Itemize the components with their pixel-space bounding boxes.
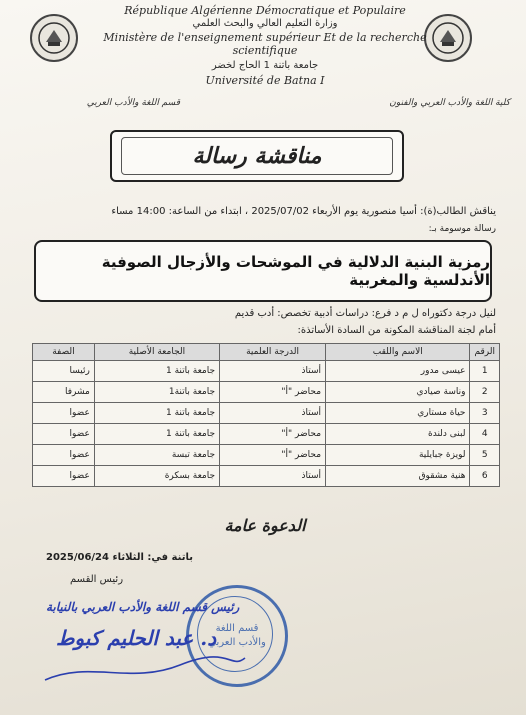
cell-name: هنية مشقوق (326, 466, 470, 487)
document-title: مناقشة رسالة (121, 137, 393, 175)
table-row (33, 466, 500, 487)
header-role: الصفة (33, 344, 95, 361)
ministry-name-fr: Ministère de l'enseignement supérieur Et de la recherche scientifique (103, 31, 427, 57)
table-header-row (33, 344, 500, 361)
header-name: الاسم واللقب (326, 344, 470, 361)
cell-grade: أستاذ (220, 466, 326, 487)
cell-university: جامعة بسكرة (94, 466, 219, 487)
jury-table (32, 343, 500, 487)
faculty-name: كلية اللغة والأدب العربي والفنون (389, 98, 510, 108)
cell-grade: محاضر "أ" (220, 382, 326, 403)
header-university: الجامعة الأصلية (94, 344, 219, 361)
cell-name: لويزة جبايلية (326, 445, 470, 466)
cell-university: جامعة باتنة1 (94, 382, 219, 403)
cell-role: عضوا (33, 445, 95, 466)
cell-university: جامعة باتنة 1 (94, 424, 219, 445)
cell-university: جامعة باتنة 1 (94, 361, 219, 382)
stamp-text: قسم اللغة والأدب العربي (208, 623, 266, 648)
university-emblem-icon (424, 14, 472, 62)
cell-grade: محاضر "أ" (220, 424, 326, 445)
cell-name: لبنى دلندة (326, 424, 470, 445)
cell-university: جامعة باتنة 1 (94, 403, 219, 424)
university-name-ar: جامعة باتنة 1 الحاج لخضر (211, 60, 319, 71)
degree-line: لنيل درجة دكتوراه ل م د فرع: دراسات أدبية تخصص: أدب قديم (234, 308, 496, 319)
cell-role: عضوا (33, 466, 95, 487)
cell-number: 3 (470, 403, 500, 424)
date-line: باتنة في: الثلاثاء 2025/06/24 (46, 552, 193, 563)
cell-number: 2 (470, 382, 500, 403)
cell-grade: أستاذ (220, 403, 326, 424)
cell-name: حياة مستاري (326, 403, 470, 424)
signature-name: د. عبد الحليم كبوط (56, 626, 217, 650)
department-chief-label: رئيس القسم (70, 574, 124, 585)
signature-stroke (40, 650, 250, 690)
cell-grade: أستاذ (220, 361, 326, 382)
table-row (33, 382, 500, 403)
header-grade: الدرجة العلمية (220, 344, 326, 361)
title-box (110, 130, 404, 182)
header-number: الرقم (470, 344, 500, 361)
thesis-intro: رسالة موسومة بـ: (428, 224, 496, 234)
cell-university: جامعة تبسة (94, 445, 219, 466)
cell-number: 1 (470, 361, 500, 382)
cell-role: عضوا (33, 403, 95, 424)
cell-number: 5 (470, 445, 500, 466)
cell-grade: محاضر "أ" (220, 445, 326, 466)
cell-role: مشرفا (33, 382, 95, 403)
thesis-title-box (34, 240, 492, 302)
ministry-name-ar: وزارة التعليم العالي والبحث العلمي (192, 18, 338, 29)
invitation-text: الدعوة عامة (224, 516, 306, 535)
committee-line: أمام لجنة المناقشة المكونة من السادة الأساتذة: (297, 325, 496, 336)
table-row (33, 403, 500, 424)
cell-role: عضوا (33, 424, 95, 445)
cell-number: 6 (470, 466, 500, 487)
cell-name: وناسة صيادي (326, 382, 470, 403)
department-name: قسم اللغة والأدب العربي (86, 98, 180, 108)
cell-name: عيسى مدور (326, 361, 470, 382)
student-line: يناقش الطالب(ة): أسيا منصورية يوم الأربعاء 2025/07/02 ، ابتداء من الساعة: 14:00 مساء (111, 206, 496, 217)
table-row (33, 445, 500, 466)
cell-number: 4 (470, 424, 500, 445)
table-row (33, 424, 500, 445)
thesis-title: رمزية البنية الدلالية في الموشحات والأزجال الصوفية الأندلسية والمغربية (101, 253, 490, 289)
university-name-fr: Université de Batna I (205, 74, 325, 87)
cell-role: رئيسا (33, 361, 95, 382)
table-row (33, 361, 500, 382)
university-emblem-icon (30, 14, 78, 62)
signature-title: رئيس قسم اللغة والأدب العربي بالنيابة (46, 600, 240, 614)
republic-name-fr: République Algérienne Démocratique et Populaire (124, 4, 406, 17)
